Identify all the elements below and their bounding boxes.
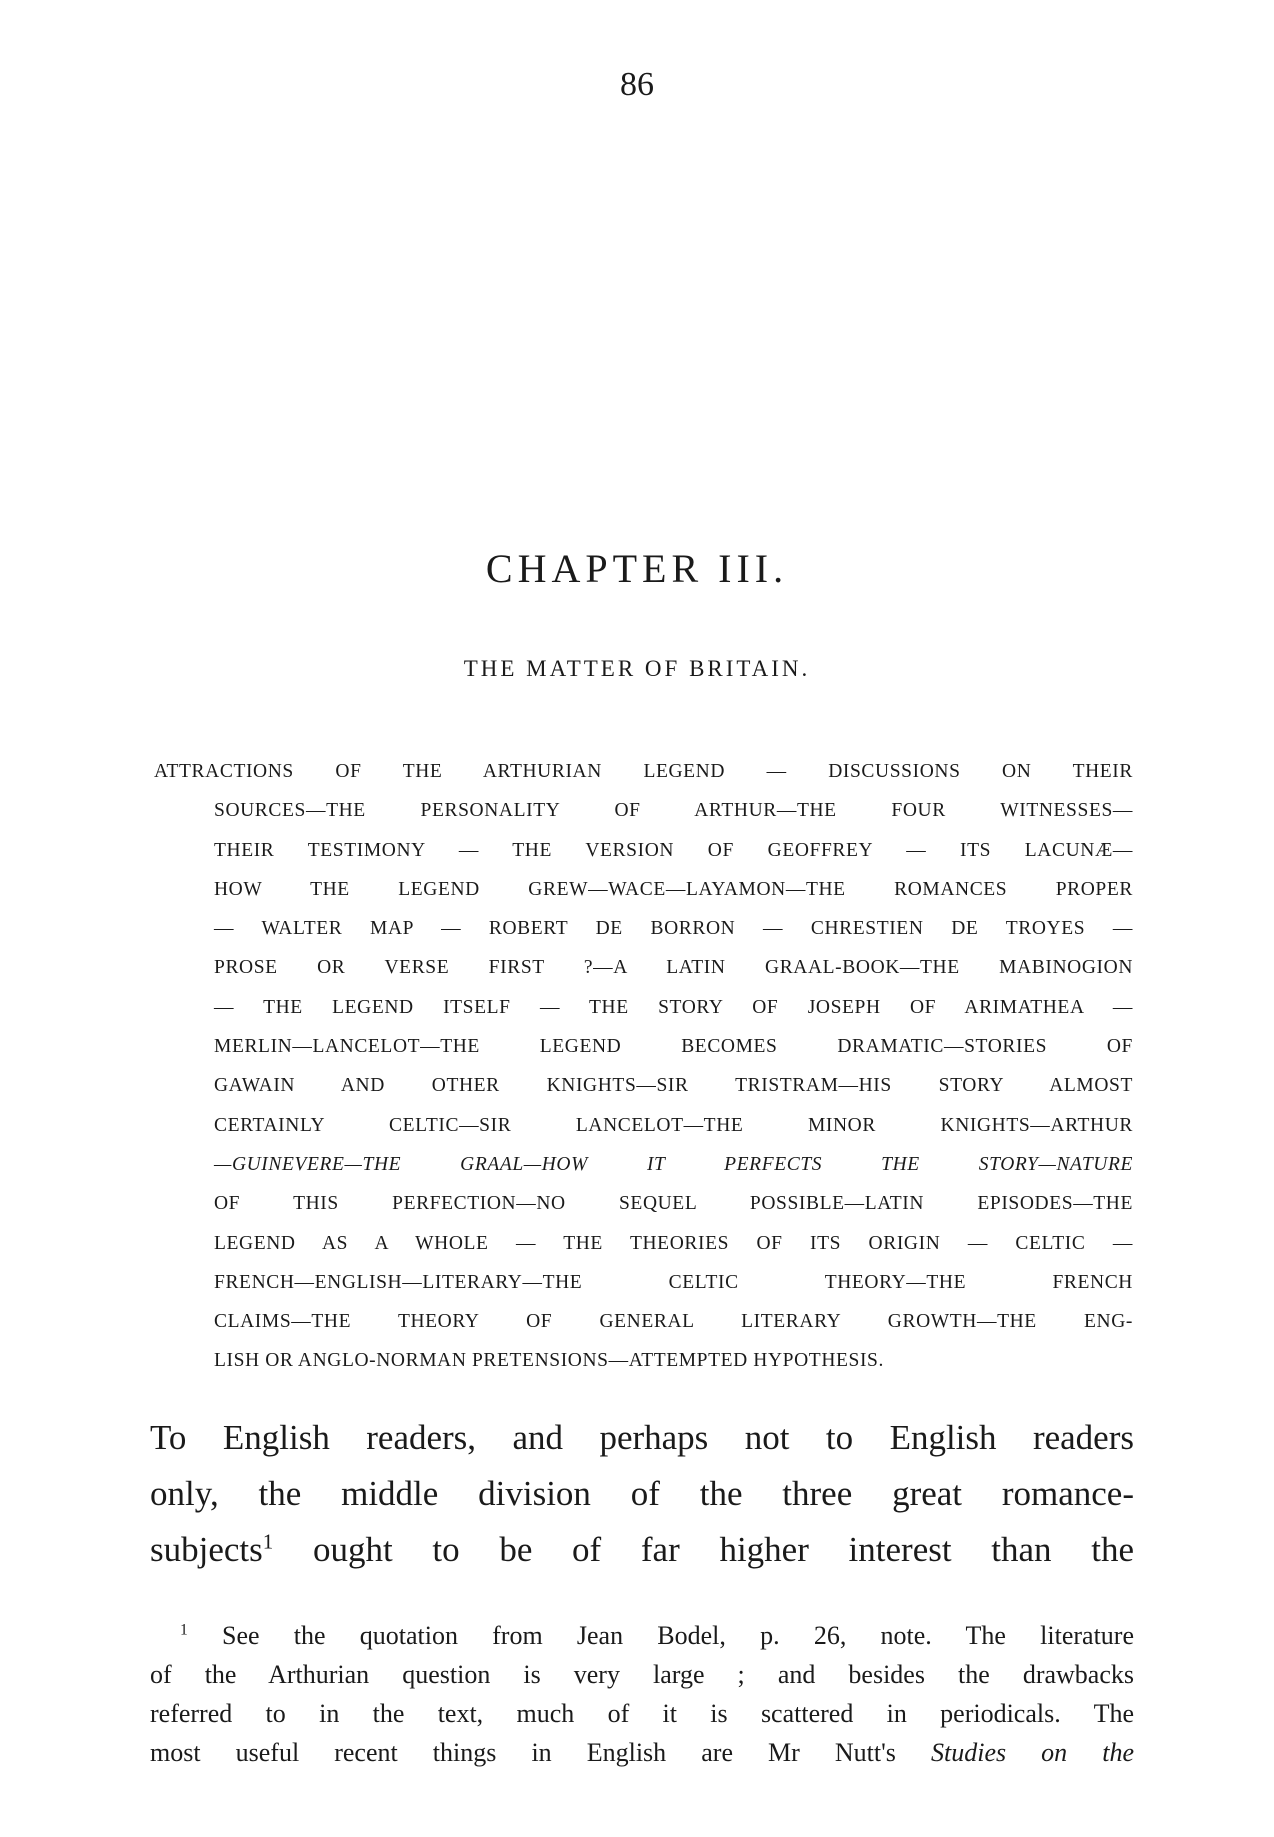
argument-line: MERLIN—LANCELOT—THE LEGEND BECOMES DRAMATIC—STORIES OF (214, 1036, 1133, 1058)
book-title-italic: Studies on the (931, 1738, 1135, 1767)
footnote-line (180, 1616, 1134, 1655)
argument-line: PROSE OR VERSE FIRST ?—A LATIN GRAAL-BOOK—THE MABINOGION (214, 957, 1133, 979)
argument-line: LEGEND AS A WHOLE — THE THEORIES OF ITS ORIGIN — CELTIC — (214, 1232, 1133, 1254)
argument-line: — THE LEGEND ITSELF — THE STORY OF JOSEPH OF ARIMATHEA — (214, 996, 1133, 1018)
footnote (150, 1616, 1134, 1772)
footnote-line (150, 1733, 1134, 1772)
argument-line: CLAIMS—THE THEORY OF GENERAL LITERARY GROWTH—THE ENG- (214, 1311, 1133, 1333)
argument-line: SOURCES—THE PERSONALITY OF ARTHUR—THE FOUR WITNESSES— (214, 800, 1133, 822)
argument-line: GAWAIN AND OTHER KNIGHTS—SIR TRISTRAM—HIS STORY ALMOST (214, 1075, 1133, 1097)
chapter-argument (154, 752, 1133, 1381)
argument-line: OF THIS PERFECTION—NO SEQUEL POSSIBLE—LATIN EPISODES—THE (214, 1193, 1133, 1215)
body-line: To English readers, and perhaps not to English readers (150, 1418, 1134, 1457)
body-paragraph (150, 1410, 1134, 1578)
footnote-mark: 1 (180, 1621, 188, 1639)
argument-line: THEIR TESTIMONY — THE VERSION OF GEOFFREY — ITS LACUNÆ— (214, 839, 1133, 861)
argument-line: ATTRACTIONS OF THE ARTHURIAN LEGEND — DISCUSSIONS ON THEIR (154, 761, 1133, 782)
argument-line (214, 1145, 1133, 1184)
body-line (150, 1522, 1134, 1578)
footnote-line: referred to in the text, much of it is scattered in periodicals. The (150, 1699, 1134, 1728)
footnote-text-segment: See the quotation from Jean Bodel, p. 26, note. The literature (187, 1621, 1134, 1650)
argument-line: — WALTER MAP — ROBERT DE BORRON — CHRESTIEN DE TROYES — (214, 918, 1133, 940)
argument-line: LISH OR ANGLO-NORMAN PRETENSIONS—ATTEMPTED HYPOTHESIS. (214, 1350, 884, 1372)
footnote-reference: 1 (262, 1529, 274, 1554)
body-text-segment: ought to be of far higher interest than the (273, 1530, 1134, 1569)
page-number: 86 (620, 66, 654, 103)
argument-line: FRENCH—ENGLISH—LITERARY—THE CELTIC THEORY—THE FRENCH (214, 1271, 1133, 1293)
footnote-text-segment: most useful recent things in English are Mr Nutt's (150, 1738, 931, 1767)
argument-line: HOW THE LEGEND GREW—WACE—LAYAMON—THE ROMANCES PROPER (214, 878, 1133, 900)
body-line: only, the middle division of the three great romance- (150, 1474, 1134, 1513)
chapter-heading: CHAPTER III. (485, 546, 789, 591)
chapter-subtitle: THE MATTER OF BRITAIN. (463, 656, 811, 681)
body-text-segment: subjects (150, 1530, 263, 1569)
argument-line: CERTAINLY CELTIC—SIR LANCELOT—THE MINOR KNIGHTS—ARTHUR (214, 1114, 1133, 1136)
footnote-line: of the Arthurian question is very large ; and besides the drawbacks (150, 1660, 1134, 1689)
argument-line-italic: —GUINEVERE—THE GRAAL—HOW IT PERFECTS THE STORY—NATURE (214, 1153, 1133, 1175)
